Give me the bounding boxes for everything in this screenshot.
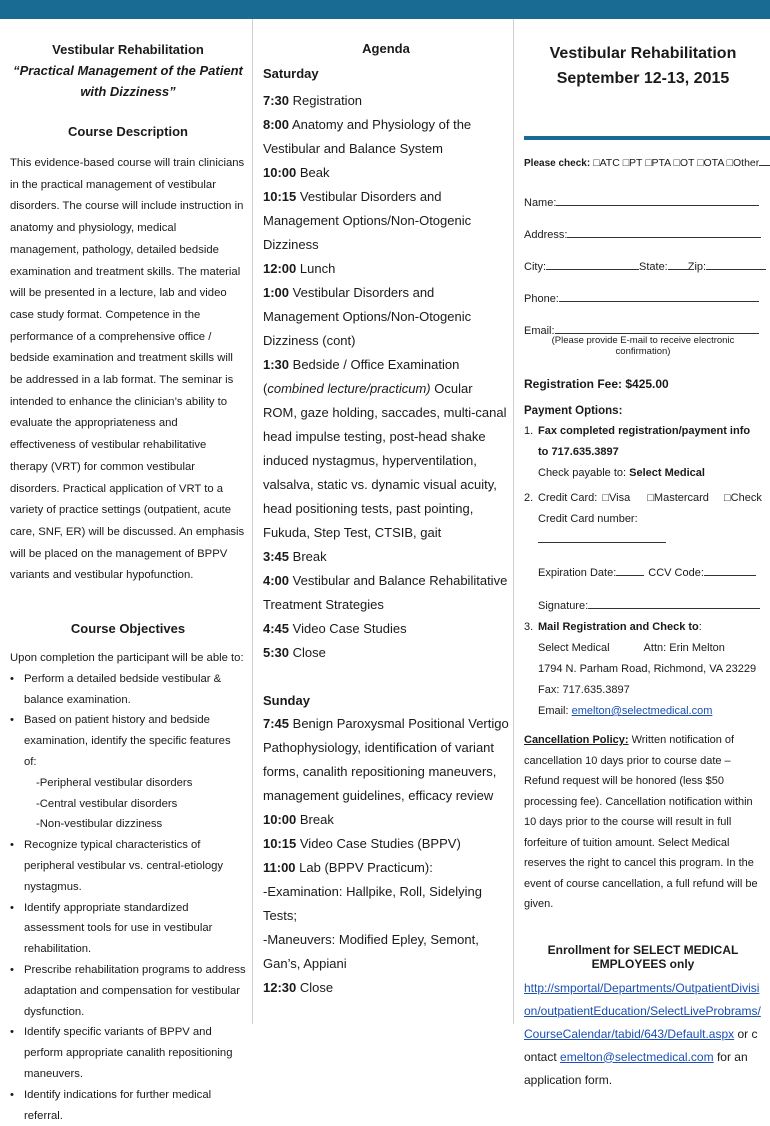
agenda-time: 4:45 (263, 621, 290, 636)
list-item: -Central vestibular disorders (36, 797, 178, 810)
agenda-item (263, 808, 509, 832)
email-label: Email: (524, 325, 555, 337)
visa-checkbox[interactable]: □Visa (602, 492, 631, 504)
saturday-agenda (263, 89, 509, 665)
list-item: • Identify appropriate standardized assessment tools for use in vestibular rehabilitation. (10, 898, 246, 960)
agenda-time: 7:45 (263, 716, 290, 731)
list-item: • Based on patient history and bedside examination, identify the specific features of: (10, 710, 246, 772)
agenda-time: 1:00 (263, 285, 290, 300)
agenda-text: Close (292, 645, 326, 660)
phone-label: Phone: (524, 293, 559, 305)
name-label: Name: (524, 197, 557, 209)
profession-checkboxes[interactable]: □ATC □PT □PTA □OT □OTA □Other (593, 157, 760, 169)
email-field[interactable] (555, 321, 759, 334)
list-item: • Identify specific variants of BPPV and perform appropriate canalith repositioning maneuvers. (10, 1022, 246, 1084)
agenda-time: 3:45 (263, 549, 290, 564)
check-payable-label: Check payable to: (538, 467, 630, 479)
agenda-time: 12:00 (263, 261, 297, 276)
registration-fee: Registration Fee: $425.00 (524, 377, 669, 391)
agenda-item (263, 89, 509, 113)
enrollment-email-link[interactable]: emelton@selectmedical.com (560, 1049, 714, 1064)
signature-field[interactable] (588, 596, 760, 609)
signature-label: Signature: (538, 600, 589, 612)
course-title: Vestibular Rehabilitation (52, 42, 204, 57)
list-item: • Identify indications for further medical referral. (10, 1085, 246, 1126)
mail-company: Select Medical (538, 642, 610, 654)
agenda-item (263, 161, 509, 185)
agenda-item (263, 832, 509, 856)
agenda-item (263, 113, 509, 161)
list-item: • Prescribe rehabilitation programs to address adaptation and compensation for vestibular dysfunction. (10, 960, 246, 1022)
agenda-text: Benign Paroxysmal Positional Vertigo Pathophysiology, identification of variant forms, canalith repositioning maneuvers, management guidelines, efficacy review (263, 716, 509, 803)
state-field[interactable] (668, 257, 688, 270)
agenda-item (263, 185, 509, 257)
agenda-text: -Examination: Hallpike, Roll, Sidelying Tests; (263, 884, 482, 923)
mail-email-link[interactable]: emelton@selectmedical.com (571, 705, 713, 717)
agenda-text: Vestibular and Balance Rehabilitative Treatment Strategies (263, 573, 508, 612)
state-label: State: (639, 261, 668, 273)
agenda-time: 10:00 (263, 812, 297, 827)
agenda-time: 8:00 (263, 117, 290, 132)
city-label: City: (524, 261, 546, 273)
please-check-label: Please check: (524, 158, 591, 169)
agenda-item (263, 712, 509, 808)
check-payable (524, 463, 762, 484)
address-label: Address: (524, 229, 568, 241)
phone-field[interactable] (559, 289, 759, 302)
cancellation-policy (524, 730, 762, 915)
agenda-time: 1:30 (263, 357, 290, 372)
expiration-row (524, 563, 762, 584)
payment-option-credit-card (524, 488, 762, 509)
agenda-item (263, 976, 509, 1000)
agenda-text: Registration (292, 93, 363, 108)
mail-fax: Fax: 717.635.3897 (538, 684, 630, 696)
zip-label: Zip: (687, 261, 707, 273)
agenda-heading: Agenda (362, 41, 410, 56)
cc-number-field[interactable] (538, 530, 666, 543)
registration-column (514, 19, 770, 1087)
agenda-text: Vestibular Disorders and Management Options/Non-Otogenic Dizziness (cont) (263, 285, 472, 348)
list-item: -Peripheral vestibular disorders (36, 776, 193, 789)
top-banner (0, 0, 770, 19)
payment-options-heading: Payment Options: (524, 405, 623, 417)
option-number: 2. (524, 492, 534, 504)
agenda-item (263, 641, 509, 665)
payment-option-mail (524, 617, 762, 638)
cc-number-label: Credit Card number: (538, 513, 638, 525)
agenda-text: Lunch (299, 261, 336, 276)
agenda-item (263, 281, 509, 353)
agenda-text: Bedside / Office Examination ( (263, 357, 460, 396)
ccv-label: CCV Code: (648, 567, 704, 579)
agenda-text: Close (299, 980, 334, 995)
enrollment-text: or contact (524, 1026, 758, 1064)
agenda-item (263, 545, 509, 569)
agenda-item (263, 353, 509, 545)
agenda-time: 10:00 (263, 165, 297, 180)
enrollment-info (524, 977, 762, 1092)
agenda-item (263, 257, 509, 281)
other-profession-field[interactable] (759, 153, 770, 166)
agenda-time: 10:15 (263, 189, 297, 204)
agenda-text: Break (299, 812, 334, 827)
agenda-text: -Maneuvers: Modified Epley, Semont, Gan’s, Appiani (263, 932, 479, 971)
course-subtitle: “Practical Management of the Patient with Dizziness” (13, 63, 243, 99)
mail-email-label: Email: (538, 705, 572, 717)
cc-number-row (524, 509, 762, 551)
mail-company-row (524, 638, 762, 659)
list-item: • Perform a detailed bedside vestibular & balance examination. (10, 669, 246, 711)
enrollment-text-end: for an application form. (524, 1049, 748, 1087)
course-dates: September 12-13, 2015 (556, 70, 730, 87)
registration-form (524, 153, 762, 1092)
mail-instructions: Mail Registration and Check to (538, 621, 699, 633)
list-item: -Non-vestibular dizziness (36, 818, 163, 831)
agenda-text: Beak (299, 165, 330, 180)
credit-card-label: Credit Card: (538, 492, 598, 504)
agenda-time: 5:30 (263, 645, 290, 660)
course-description-heading: Course Description (68, 124, 188, 139)
signature-row (524, 596, 762, 617)
cancellation-label: Cancellation Policy: (524, 734, 629, 746)
payment-option-fax (524, 421, 762, 463)
mastercard-checkbox[interactable]: □Mastercard (647, 492, 709, 504)
check-checkbox[interactable]: □Check (724, 492, 762, 504)
city-field[interactable] (546, 257, 639, 270)
agenda-time: 4:00 (263, 573, 290, 588)
agenda-time: 10:15 (263, 836, 297, 851)
objectives-list (10, 669, 246, 1126)
agenda-text: Anatomy and Physiology of the Vestibular and Balance System (263, 117, 472, 156)
agenda-text: Ocular ROM, gaze holding, saccades, multi-canal head impulse testing, post-head shake induced nystagmus, hyperventilation, valsalva, static vs. dynamic visual acuity, head positioning tests, past pointing, Fukuda, Step Test, CTSIB, gait (263, 381, 507, 540)
course-info-column (0, 19, 252, 1122)
registration-title: Vestibular Rehabilitation (549, 45, 737, 62)
option-number: 3. (524, 621, 534, 633)
agenda-time: 11:00 (263, 860, 296, 875)
payee: Select Medical (629, 467, 705, 479)
divider (524, 136, 770, 140)
agenda-item (263, 617, 509, 641)
agenda-column (252, 19, 514, 1024)
zip-field[interactable] (706, 257, 766, 270)
course-objectives-heading: Course Objectives (70, 621, 186, 637)
agenda-item (263, 856, 509, 880)
email-note: (Please provide E-mail to receive electronic confirmation) (551, 335, 735, 357)
address-field[interactable] (567, 225, 761, 238)
sunday-agenda (263, 712, 509, 1000)
course-description: This evidence-based course will train clinicians in the practical management of vestibular disorders. The course will include instruction in anatomy and physiology, medical management, pathology, detailed bedside examination and treatment skills. The material will be presented in a lecture, lab and video case study format. Competence in the performance of a comprehensive office / bedside examination and treatment skills will be addressed in a lab format. The seminar is intended to enhance the clinician’s ability to evaluate the appropriateness and effectiveness of vestibular rehabilitative therapy (VRT) for common vestibular disorders. Practical application of VRT to a variety of practice settings (outpatient, acute care, SNF, ER) will be discussed. An emphasis will be placed on the management of BPPV variants and vestibular hypofunction. (10, 157, 245, 582)
saturday-heading: Saturday (263, 66, 319, 81)
agenda-time: 7:30 (263, 93, 290, 108)
list-item: • Recognize typical characteristics of peripheral vestibular vs. central-etiology nystagmus. (10, 835, 246, 897)
agenda-text: Video Case Studies (BPPV) (299, 836, 461, 851)
expiration-label: Expiration Date: (538, 567, 617, 579)
enrollment-heading: Enrollment for SELECT MEDICAL EMPLOYEES only (547, 942, 739, 971)
colon: : (698, 621, 702, 633)
name-field[interactable] (556, 193, 759, 206)
agenda-text: Vestibular Disorders and Management Options/Non-Otogenic Dizziness (263, 189, 472, 252)
expiration-field[interactable] (616, 563, 644, 576)
cancellation-text: Written notification of cancellation 10 days prior to course date – Refund request will be honored (less $50 processing fee). Cancellation notification within 10 days prior to the course will result in full forfeiture of tuition amount. Select Medical reserves the right to cancel this program. In the event of course cancellation, a full refund will be given. (524, 734, 758, 910)
agenda-item (263, 569, 509, 617)
mail-attn: Attn: Erin Melton (643, 642, 725, 654)
mail-email-row (524, 701, 762, 722)
agenda-item (263, 880, 509, 928)
objectives-intro: Upon completion the participant will be able to: (10, 652, 244, 665)
agenda-time: 12:30 (263, 980, 297, 995)
enrollment-link[interactable]: http://smportal/Departments/OutpatientDivision/outpatientEducation/SelectLiveProbrams/CourseCalendar/tabid/643/Default.aspx (524, 980, 761, 1041)
mail-address: 1794 N. Parham Road, Richmond, VA 23229 (538, 663, 757, 675)
option-number: 1. (524, 425, 534, 437)
agenda-text: Video Case Studies (292, 621, 407, 636)
agenda-text: Lab (BPPV Practicum): (299, 860, 433, 875)
sunday-heading: Sunday (263, 693, 310, 708)
fax-instructions: Fax completed registration/payment info to 717.635.3897 (538, 425, 751, 458)
agenda-text: combined lecture/practicum) (267, 381, 431, 396)
agenda-item (263, 928, 509, 976)
ccv-field[interactable] (704, 563, 756, 576)
agenda-text: Break (292, 549, 327, 564)
